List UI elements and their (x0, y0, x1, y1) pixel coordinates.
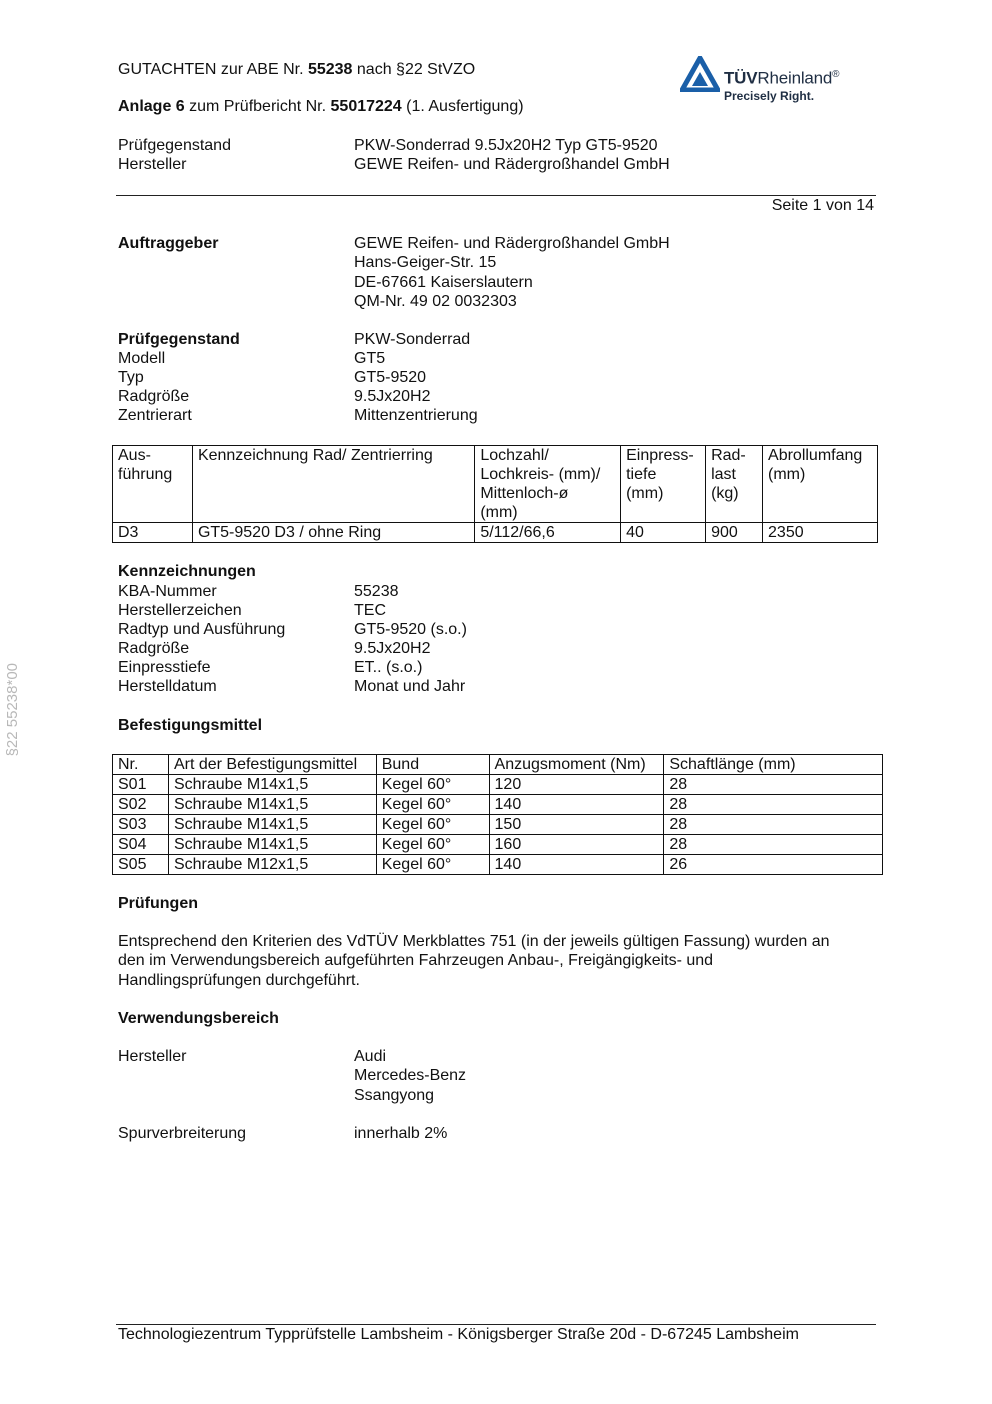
summary-value: GEWE Reifen- und Rädergroßhandel GmbH (354, 156, 670, 173)
column-header: Rad- last (kg) (706, 446, 763, 523)
table-cell: S05 (113, 855, 169, 875)
marking-label: Einpresstiefe (118, 659, 211, 676)
table-cell: 120 (489, 775, 664, 795)
usage-heading: Verwendungsbereich (118, 1010, 279, 1027)
column-header: Kennzeichnung Rad/ Zentrierring (192, 446, 474, 523)
subject-heading: Prüfgegenstand (118, 331, 240, 348)
table-cell: 160 (489, 835, 664, 855)
table-cell: Kegel 60° (376, 815, 489, 835)
marking-value: GT5-9520 (s.o.) (354, 621, 467, 638)
summary-label: Hersteller (118, 156, 187, 173)
subject-label: Radgröße (118, 388, 190, 405)
marking-label: KBA-Nummer (118, 583, 217, 600)
marking-value: 55238 (354, 583, 399, 600)
logo-brand-tuv: TÜV (724, 68, 758, 88)
table-cell: S04 (113, 835, 169, 855)
summary-value: PKW-Sonderrad 9.5Jx20H2 Typ GT5-9520 (354, 137, 658, 154)
client-line: QM-Nr. 49 02 0032303 (354, 293, 517, 310)
table-cell: Schraube M14x1,5 (168, 835, 376, 855)
logo-brand (724, 65, 839, 88)
table-cell: S02 (113, 795, 169, 815)
annex-text: zum Prüfbericht Nr. (184, 98, 331, 115)
column-header: Einpress- tiefe (mm) (621, 446, 706, 523)
summary-label: Prüfgegenstand (118, 137, 231, 154)
subject-value: 9.5Jx20H2 (354, 388, 431, 405)
header-title-prefix: GUTACHTEN zur ABE Nr. (118, 61, 308, 78)
logo-registered-mark: ® (832, 69, 840, 80)
margin-note: §22 55238*00 (4, 662, 22, 757)
marking-value: ET.. (s.o.) (354, 659, 423, 676)
markings-heading: Kennzeichnungen (118, 563, 256, 580)
page-number: Seite 1 von 14 (771, 197, 874, 214)
client-line: GEWE Reifen- und Rädergroßhandel GmbH (354, 235, 670, 252)
tests-paragraph (118, 932, 830, 990)
marking-label: Herstellerzeichen (118, 602, 242, 619)
table-cell: 150 (489, 815, 664, 835)
table-cell: 900 (706, 523, 763, 543)
marking-value: 9.5Jx20H2 (354, 640, 431, 657)
table-cell: 28 (664, 815, 883, 835)
column-header: Nr. (113, 755, 169, 775)
table-cell: 26 (664, 855, 883, 875)
subject-label: Zentrierart (118, 407, 192, 424)
subject-value: GT5-9520 (354, 369, 427, 386)
paragraph-line: Handlingsprüfungen durchgeführt. (118, 971, 360, 989)
logo-brand-rheinland: Rheinland (757, 68, 833, 88)
manufacturer-name: Ssangyong (354, 1087, 435, 1104)
table-cell: Schraube M12x1,5 (168, 855, 376, 875)
column-header: Aus- führung (113, 446, 193, 523)
table-cell: 28 (664, 835, 883, 855)
header-title (118, 60, 475, 79)
header-subtitle (118, 97, 524, 116)
table-cell: Schraube M14x1,5 (168, 795, 376, 815)
marking-label: Radgröße (118, 640, 190, 657)
track-widening-value: innerhalb 2% (354, 1125, 448, 1142)
table-cell: S03 (113, 815, 169, 835)
table-row (113, 523, 878, 543)
fasteners-heading: Befestigungsmittel (118, 717, 263, 734)
table-cell: Kegel 60° (376, 775, 489, 795)
tuv-triangle-icon (680, 56, 720, 92)
fasteners-table (112, 754, 883, 875)
table-cell: 40 (621, 523, 706, 543)
manufacturer-name: Audi (354, 1048, 387, 1065)
subject-label: Typ (118, 369, 144, 386)
paragraph-line: den im Verwendungsbereich aufgeführten Fahrzeugen Anbau-, Freigängigkeits- und (118, 952, 714, 970)
column-header: Bund (376, 755, 489, 775)
abe-number: 55238 (307, 61, 353, 78)
table-cell: Kegel 60° (376, 835, 489, 855)
marking-label: Herstelldatum (118, 678, 217, 695)
marking-label: Radtyp und Ausführung (118, 621, 286, 638)
subject-value: PKW-Sonderrad (354, 331, 471, 348)
logo-slogan: Precisely Right. (724, 89, 815, 103)
client-heading: Auftraggeber (118, 235, 219, 252)
client-line: Hans-Geiger-Str. 15 (354, 254, 497, 271)
fasteners-table-header (113, 755, 883, 775)
column-header: Art der Befestigungsmittel (168, 755, 376, 775)
manufacturer-name: Mercedes-Benz (354, 1067, 467, 1084)
table-cell: 2350 (763, 523, 878, 543)
table-cell: 5/112/66,6 (475, 523, 621, 543)
table-cell: Kegel 60° (376, 855, 489, 875)
subject-value: GT5 (354, 350, 386, 367)
annex-label: Anlage 6 (118, 98, 185, 115)
table-cell: S01 (113, 775, 169, 795)
marking-value: TEC (354, 602, 386, 619)
column-header: Schaftlänge (mm) (664, 755, 883, 775)
report-number: 55017224 (330, 98, 402, 115)
wheel-table-header (113, 446, 878, 523)
table-row (113, 835, 883, 855)
wheel-table (112, 445, 878, 543)
table-cell: 140 (489, 855, 664, 875)
tests-heading: Prüfungen (118, 895, 198, 912)
table-cell: GT5-9520 D3 / ohne Ring (192, 523, 474, 543)
track-widening-label: Spurverbreiterung (118, 1125, 247, 1142)
table-cell: Kegel 60° (376, 795, 489, 815)
subject-label: Modell (118, 350, 166, 367)
table-row (113, 815, 883, 835)
table-row (113, 855, 883, 875)
marking-value: Monat und Jahr (354, 678, 466, 695)
table-cell: D3 (113, 523, 193, 543)
column-header: Anzugsmoment (Nm) (489, 755, 664, 775)
manufacturer-label: Hersteller (118, 1048, 187, 1065)
table-cell: Schraube M14x1,5 (168, 815, 376, 835)
paragraph-line: Entsprechend den Kriterien des VdTÜV Merkblattes 751 (in der jeweils gültigen Fassung) wurden an (118, 933, 830, 950)
tuv-logo (680, 54, 870, 104)
column-header: Abrollumfang (mm) (763, 446, 878, 523)
table-cell: Schraube M14x1,5 (168, 775, 376, 795)
client-line: DE-67661 Kaiserslautern (354, 274, 533, 291)
table-row (113, 775, 883, 795)
copy-note: (1. Ausfertigung) (401, 98, 524, 115)
footer-text: Technologiezentrum Typprüfstelle Lambsheim - Königsberger Straße 20d - D-67245 Lambsheim (118, 1326, 799, 1343)
table-cell: 140 (489, 795, 664, 815)
table-row (113, 795, 883, 815)
table-cell: 28 (664, 795, 883, 815)
subject-value: Mittenzentrierung (354, 407, 478, 424)
table-cell: 28 (664, 775, 883, 795)
header-title-suffix: nach §22 StVZO (352, 61, 476, 78)
column-header: Lochzahl/ Lochkreis- (mm)/ Mittenloch-ø (mm) (475, 446, 621, 523)
